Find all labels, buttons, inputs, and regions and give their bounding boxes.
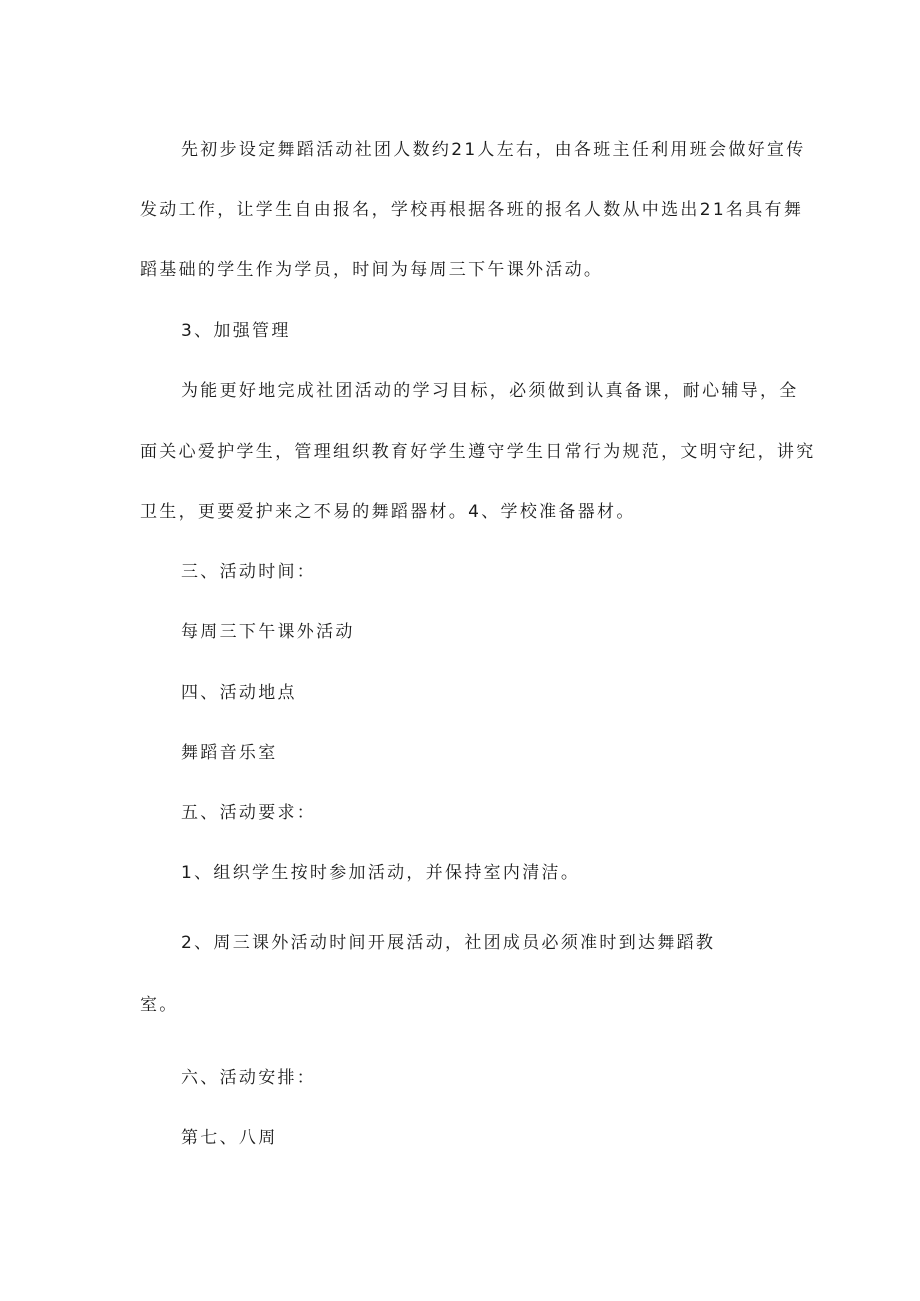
paragraph-line: 第七、八周 [181, 1128, 278, 1148]
paragraph-line: 蹈基础的学生作为学员，时间为每周三下午课外活动。 [140, 260, 604, 280]
list-item: 1、组织学生按时参加活动，并保持室内清洁。 [181, 863, 581, 883]
paragraph-line: 舞蹈音乐室 [181, 743, 278, 763]
list-item: 2、周三课外活动时间开展活动，社团成员必须准时到达舞蹈教 [181, 933, 716, 953]
section-heading: 3、加强管理 [181, 321, 291, 341]
paragraph-line: 每周三下午课外活动 [181, 622, 355, 642]
paragraph-line: 室。 [140, 995, 179, 1015]
paragraph-line: 先初步设定舞蹈活动社团人数约21人左右，由各班主任利用班会做好宣传 [181, 140, 806, 160]
paragraph-line: 卫生，更要爱护来之不易的舞蹈器材。4、学校准备器材。 [140, 502, 636, 522]
paragraph-line: 面关心爱护学生，管理组织教育好学生遵守学生日常行为规范，文明守纪，讲究 [140, 442, 816, 462]
section-heading: 六、活动安排： [181, 1068, 317, 1088]
section-heading: 三、活动时间： [181, 562, 317, 582]
section-heading: 四、活动地点 [181, 683, 297, 703]
section-heading: 五、活动要求： [181, 803, 317, 823]
paragraph-line: 为能更好地完成社团活动的学习目标，必须做到认真备课，耐心辅导，全 [181, 381, 799, 401]
paragraph-line: 发动工作，让学生自由报名，学校再根据各班的报名人数从中选出21名具有舞 [140, 200, 804, 220]
